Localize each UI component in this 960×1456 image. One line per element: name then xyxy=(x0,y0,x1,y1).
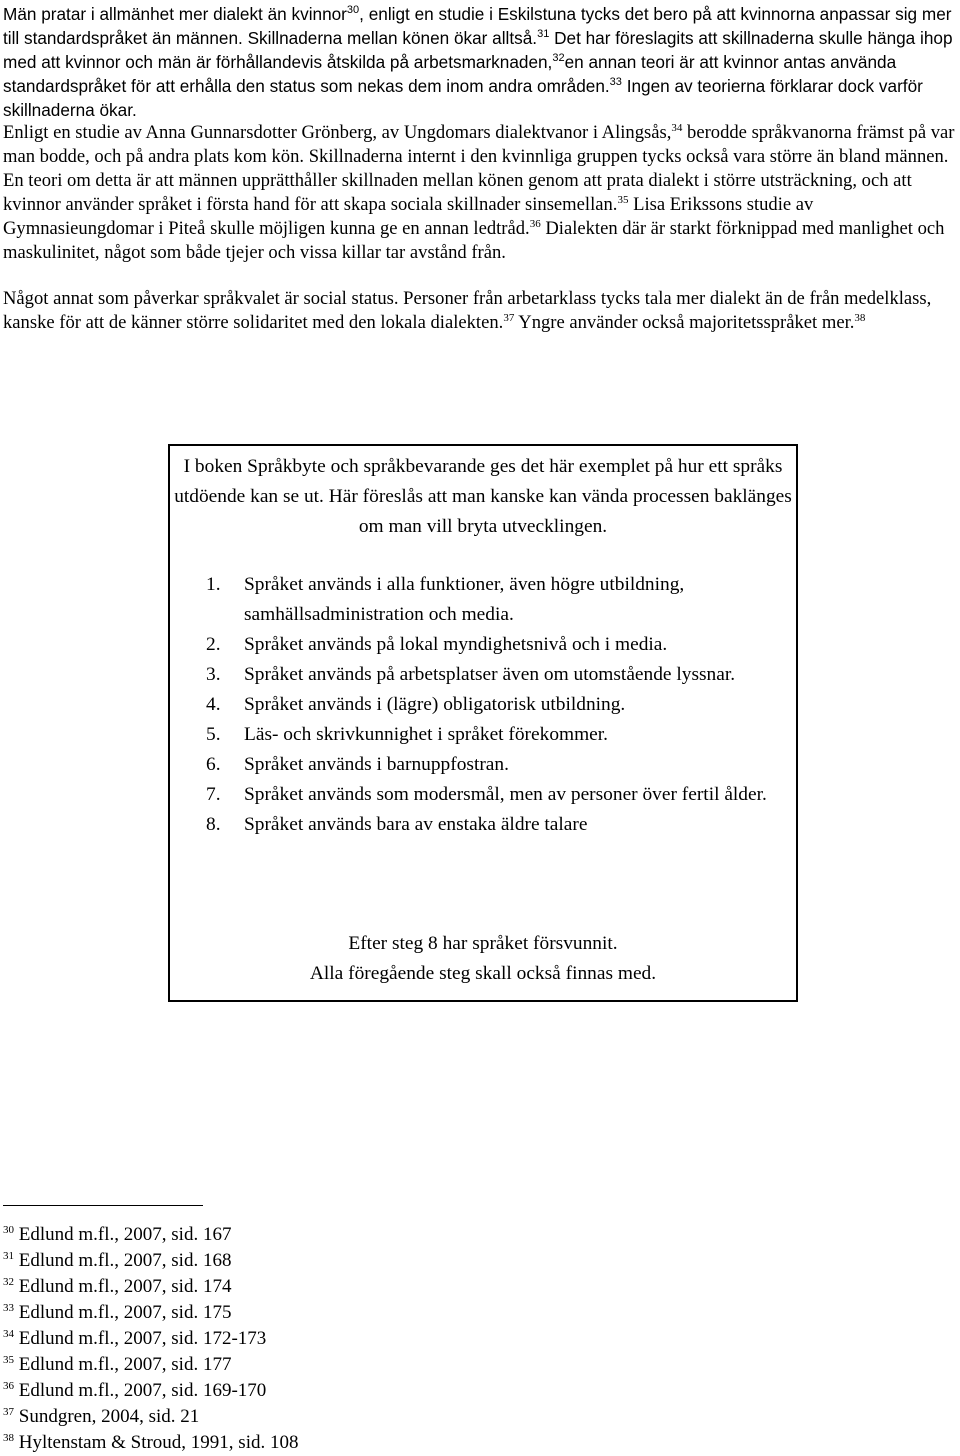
step-number: 6. xyxy=(206,754,221,775)
footnote-number: 31 xyxy=(3,1250,14,1262)
footnote-number: 34 xyxy=(3,1328,14,1340)
paragraph-text: , enligt en studie i Eskilstuna tycks det bero på att kvinnorna anpassar sig mer till standardspråket än männen. Skillnaderna mellan könen ökar alltså. xyxy=(3,4,952,48)
footnote-ref[interactable]: 37 xyxy=(503,312,515,324)
footnote-separator xyxy=(3,1205,203,1206)
step-text: Språket används i (lägre) obligatorisk utbildning. xyxy=(244,694,626,715)
footnotes xyxy=(3,1222,298,1456)
step-item xyxy=(170,690,796,720)
footnote xyxy=(3,1300,298,1326)
step-text: Läs- och skrivkunnighet i språket förekommer. xyxy=(244,724,609,745)
step-item xyxy=(170,780,796,810)
footnote xyxy=(3,1430,298,1456)
paragraph-text: Enligt en studie av Anna Gunnarsdotter Grönberg, av Ungdomars dialektvanor i Alingsås, xyxy=(3,122,672,143)
paragraph-text: Män pratar i allmänhet mer dialekt än kvinnor xyxy=(3,4,347,24)
box-intro: I boken Språkbyte och språkbevarande ges det här exemplet på hur ett språks utdöende kan se ut. Här föreslås att man kanske kan vända processen baklänges om man vill bryta utvecklingen. xyxy=(174,456,792,537)
step-item xyxy=(170,810,796,840)
step-number: 7. xyxy=(206,784,221,805)
step-number: 3. xyxy=(206,664,221,685)
footnote-number: 32 xyxy=(3,1276,14,1288)
footnote xyxy=(3,1378,298,1404)
footnote-ref[interactable]: 32 xyxy=(552,52,565,64)
step-text: Språket används på arbetsplatser även om utomstående lyssnar. xyxy=(244,664,736,685)
step-number: 2. xyxy=(206,634,221,655)
footnote-number: 37 xyxy=(3,1406,14,1418)
step-item xyxy=(170,750,796,780)
step-text: Språket används bara av enstaka äldre talare xyxy=(244,814,588,835)
box-conclusion xyxy=(170,929,796,989)
footnote-text: Edlund m.fl., 2007, sid. 168 xyxy=(18,1250,232,1271)
paragraph-text: en annan teori är att kvinnor antas använda standardspråket för att erhålla den status som nekas dem inom andra områden. xyxy=(3,52,897,96)
paragraph-text: Yngre använder också majoritetsspråket mer. xyxy=(514,312,855,333)
paragraph-gender-dialect xyxy=(3,2,958,122)
footnote-ref[interactable]: 30 xyxy=(346,4,360,16)
footnote-ref[interactable]: 34 xyxy=(671,122,683,134)
footnote-text: Edlund m.fl., 2007, sid. 167 xyxy=(18,1224,232,1245)
footnote-ref[interactable]: 31 xyxy=(537,28,550,40)
footnote-text: Edlund m.fl., 2007, sid. 177 xyxy=(18,1354,232,1375)
paragraph-text: Lisa Erikssons studie av Gymnasieungdomar i Piteå skulle möjligen kunna ge en annan ledtråd. xyxy=(3,194,814,239)
footnote xyxy=(3,1248,298,1274)
step-number: 8. xyxy=(206,814,221,835)
footnote-number: 30 xyxy=(3,1224,14,1236)
step-text: Språket används på lokal myndighetsnivå och i media. xyxy=(244,634,668,655)
paragraph-text: Ingen av teorierna förklarar dock varför skillnaderna ökar. xyxy=(3,76,923,120)
step-item xyxy=(170,630,796,660)
footnote xyxy=(3,1222,298,1248)
step-item xyxy=(170,570,796,630)
paragraph-text: Dialekten där är starkt förknippad med manlighet och maskulinitet, något som både tjejer och vissa killar tar avstånd från. xyxy=(3,218,945,263)
step-item xyxy=(170,660,796,690)
footnote-number: 33 xyxy=(3,1302,14,1314)
footnote xyxy=(3,1326,298,1352)
footnote-text: Edlund m.fl., 2007, sid. 172-173 xyxy=(18,1328,267,1349)
step-text: Språket används i alla funktioner, även högre utbildning, samhällsadministration och media. xyxy=(244,574,685,625)
step-text: Språket används som modersmål, men av personer över fertil ålder. xyxy=(244,784,767,805)
footnote-text: Edlund m.fl., 2007, sid. 169-170 xyxy=(18,1380,267,1401)
footnote-text: Edlund m.fl., 2007, sid. 174 xyxy=(18,1276,232,1297)
step-item xyxy=(170,720,796,750)
footnote-ref[interactable]: 33 xyxy=(609,76,622,88)
footnote xyxy=(3,1274,298,1300)
paragraph-social-status xyxy=(3,287,958,335)
box-conclusion-line: Alla föregående steg skall också finnas med. xyxy=(309,963,657,984)
paragraph-alingsas-study xyxy=(3,121,958,265)
footnote-number: 36 xyxy=(3,1380,14,1392)
paragraph-text: Det har föreslagits att skillnaderna skulle hänga ihop med att kvinnor och män är förhållandevis åtskilda på arbetsmarknaden, xyxy=(3,28,953,72)
paragraph-text: berodde språkvanorna främst på var man bodde, och på andra plats kom kön. Skillnaderna internt i den kvinnliga gruppen tycks också vara större än bland männen. En teori om detta är att männen upprätthåller skillnaden mellan könen genom att prata dialekt i större utsträckning, och att kvinnor använder språket i första hand för att skapa sociala skillnader sinsemellan. xyxy=(3,122,955,215)
language-death-box xyxy=(168,444,798,1002)
box-conclusion-line: Efter steg 8 har språket försvunnit. xyxy=(348,933,618,954)
footnote-text: Hyltenstam & Stroud, 1991, sid. 108 xyxy=(18,1432,299,1453)
footnote-ref[interactable]: 35 xyxy=(617,194,629,206)
step-text: Språket används i barnuppfostran. xyxy=(244,754,509,775)
footnote-text: Sundgren, 2004, sid. 21 xyxy=(18,1406,200,1427)
footnote-text: Edlund m.fl., 2007, sid. 175 xyxy=(18,1302,232,1323)
paragraph-text: Något annat som påverkar språkvalet är social status. Personer från arbetarklass tycks tala mer dialekt än de från medelklass, kanske för att de känner större solidaritet med den lokala dialekten. xyxy=(3,288,932,333)
language-death-steps xyxy=(170,570,796,840)
footnote xyxy=(3,1404,298,1430)
step-number: 1. xyxy=(206,574,221,595)
footnote-number: 38 xyxy=(3,1432,14,1444)
step-number: 5. xyxy=(206,724,221,745)
step-number: 4. xyxy=(206,694,221,715)
footnote-number: 35 xyxy=(3,1354,14,1366)
footnote-ref[interactable]: 36 xyxy=(529,218,541,230)
footnote xyxy=(3,1352,298,1378)
footnote-ref[interactable]: 38 xyxy=(854,312,866,324)
